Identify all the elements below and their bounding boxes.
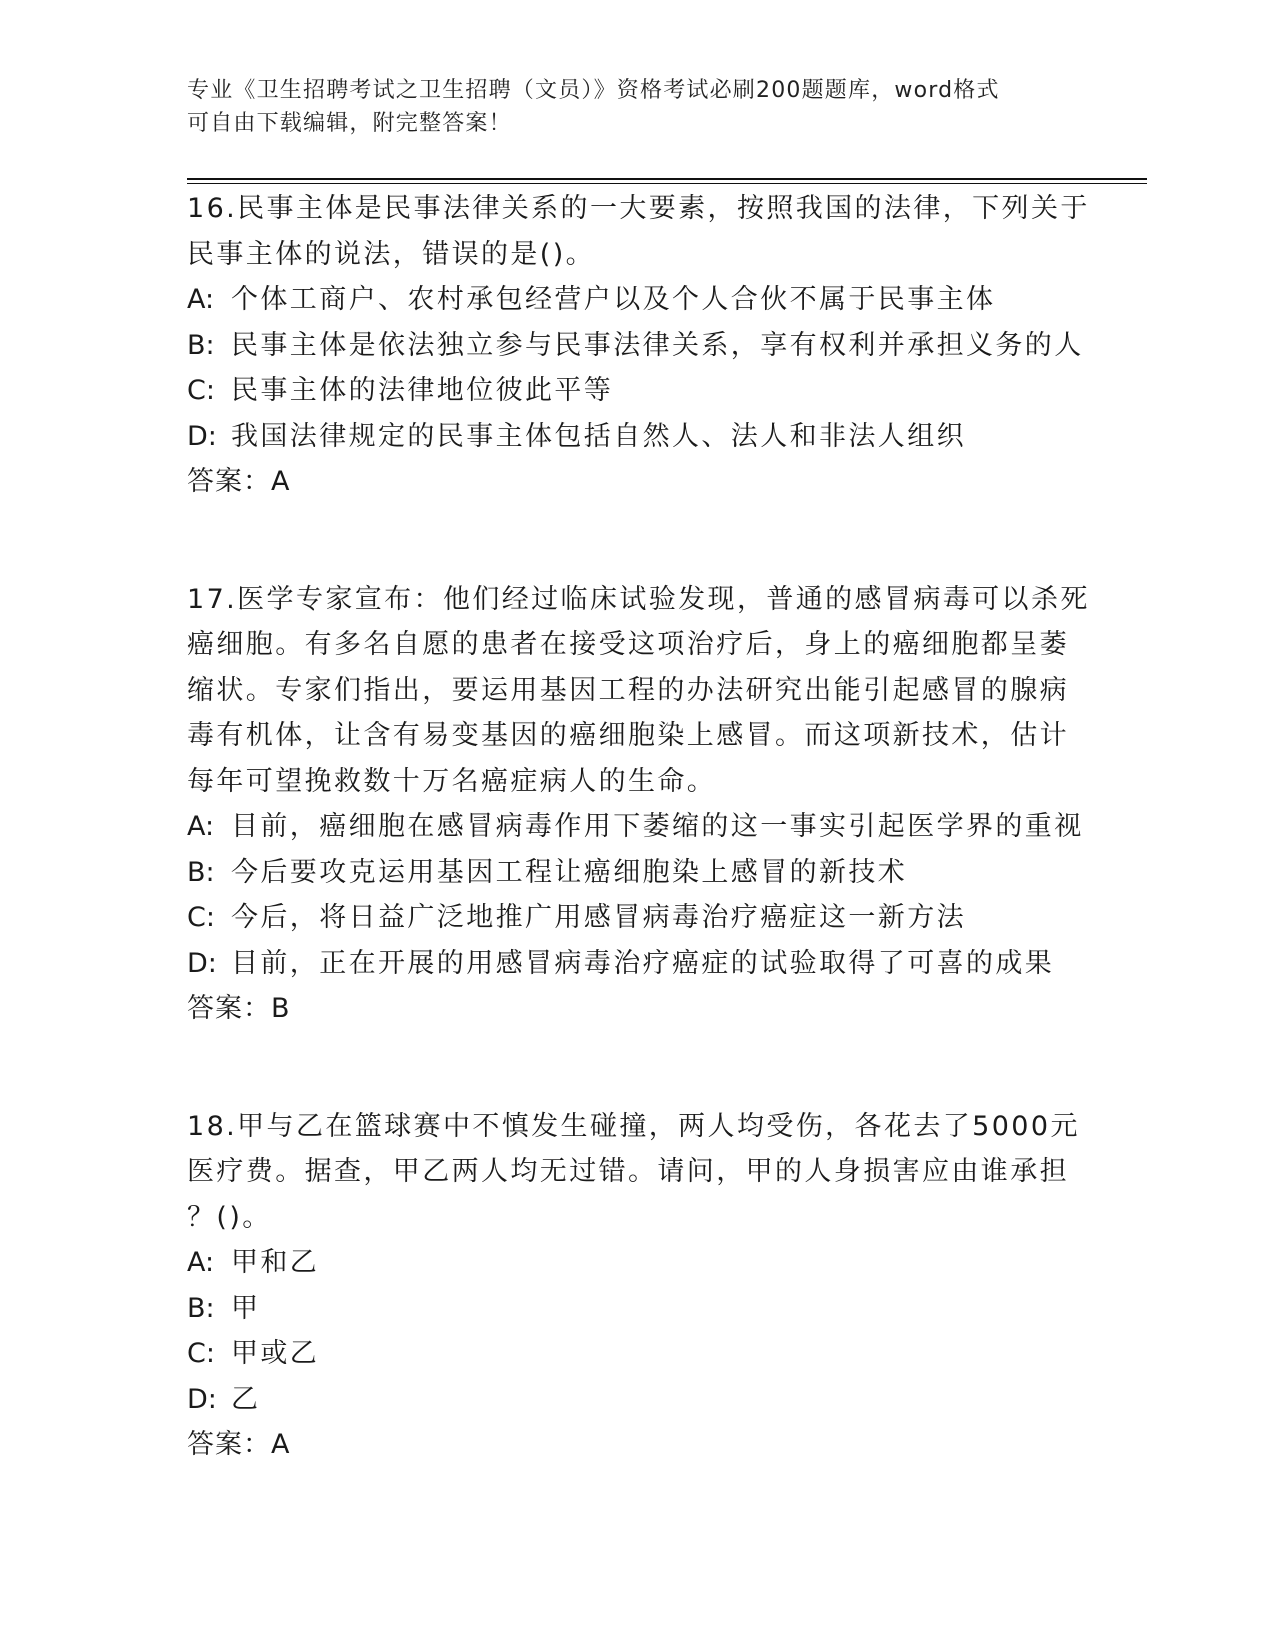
question-text-line: ？()。 bbox=[187, 1201, 272, 1233]
question-18 bbox=[187, 1104, 1087, 1468]
question-text-line: 缩状。专家们指出，要运用基因工程的办法研究出能引起感冒的腺病 bbox=[187, 674, 1069, 706]
option-text: 目前，癌细胞在感冒病毒作用下萎缩的这一事实引起医学界的重视 bbox=[231, 811, 1084, 842]
option-letter: D: bbox=[187, 947, 217, 979]
question-16 bbox=[187, 186, 1090, 505]
option-letter: B: bbox=[187, 329, 215, 361]
option-letter: D: bbox=[187, 420, 217, 452]
option-c bbox=[187, 368, 1087, 414]
option-text: 甲和乙 bbox=[231, 1247, 320, 1278]
option-text: 今后，将日益广泛地推广用感冒病毒治疗癌症这一新方法 bbox=[231, 902, 966, 933]
question-text-line: 癌细胞。有多名自愿的患者在接受这项治疗后，身上的癌细胞都呈萎 bbox=[187, 629, 1069, 660]
question-text-line: 民事主体的说法，错误的是()。 bbox=[187, 238, 596, 270]
option-letter: C: bbox=[187, 1338, 215, 1369]
question-list bbox=[187, 186, 1090, 1468]
document-header bbox=[187, 74, 1067, 140]
option-text: 今后要攻克运用基因工程让癌细胞染上感冒的新技术 bbox=[231, 856, 908, 888]
question-text-line: 毒有机体，让含有易变基因的癌细胞染上感冒。而这项新技术，估计 bbox=[187, 720, 1069, 751]
option-letter: A: bbox=[187, 811, 215, 842]
option-c bbox=[187, 1331, 1087, 1377]
question-text-line: 每年可望挽救数十万名癌症病人的生命。 bbox=[187, 765, 717, 797]
option-b bbox=[187, 1286, 1087, 1332]
answer-line: 答案：B bbox=[187, 993, 291, 1024]
header-divider bbox=[187, 178, 1147, 180]
option-text: 甲 bbox=[231, 1292, 261, 1324]
option-letter: A: bbox=[187, 284, 215, 315]
option-letter: D: bbox=[187, 1383, 217, 1415]
header-divider-thin bbox=[187, 183, 1147, 184]
option-text: 民事主体的法律地位彼此平等 bbox=[231, 375, 614, 406]
option-c bbox=[187, 895, 1087, 941]
header-line-1: 专业《卫生招聘考试之卫生招聘（文员）》资格考试必刷200题题库，word格式 bbox=[187, 78, 1000, 103]
option-text: 我国法律规定的民事主体包括自然人、法人和非法人组织 bbox=[231, 420, 966, 452]
option-text: 民事主体是依法独立参与民事法律关系，享有权利并承担义务的人 bbox=[231, 329, 1084, 361]
option-letter: B: bbox=[187, 856, 215, 888]
question-text-line: 16.民事主体是民事法律关系的一大要素，按照我国的法律，下列关于 bbox=[187, 193, 1090, 224]
question-text-line: 医疗费。据查，甲乙两人均无过错。请问，甲的人身损害应由谁承担 bbox=[187, 1156, 1069, 1187]
option-letter: B: bbox=[187, 1292, 215, 1324]
option-a bbox=[187, 804, 1087, 850]
header-line-2: 可自由下载编辑，附完整答案！ bbox=[187, 111, 512, 136]
option-a bbox=[187, 1240, 1087, 1286]
option-text: 乙 bbox=[231, 1383, 261, 1415]
question-text-line: 18.甲与乙在篮球赛中不慎发生碰撞，两人均受伤，各花去了5000元 bbox=[187, 1110, 1080, 1142]
question-17 bbox=[187, 577, 1090, 1032]
option-d bbox=[187, 414, 1087, 460]
option-text: 目前，正在开展的用感冒病毒治疗癌症的试验取得了可喜的成果 bbox=[231, 947, 1055, 979]
option-letter: C: bbox=[187, 902, 215, 933]
option-d bbox=[187, 941, 1087, 987]
option-d bbox=[187, 1377, 1087, 1423]
question-text-line: 17.医学专家宣布：他们经过临床试验发现，普通的感冒病毒可以杀死 bbox=[187, 583, 1090, 615]
answer-line: 答案：A bbox=[187, 1429, 291, 1460]
option-b bbox=[187, 323, 1087, 369]
option-letter: A: bbox=[187, 1247, 215, 1278]
option-text: 甲或乙 bbox=[231, 1338, 320, 1369]
option-letter: C: bbox=[187, 375, 215, 406]
option-a bbox=[187, 277, 1087, 323]
option-text: 个体工商户、农村承包经营户以及个人合伙不属于民事主体 bbox=[231, 284, 996, 315]
answer-line: 答案：A bbox=[187, 466, 291, 497]
option-b bbox=[187, 850, 1087, 896]
